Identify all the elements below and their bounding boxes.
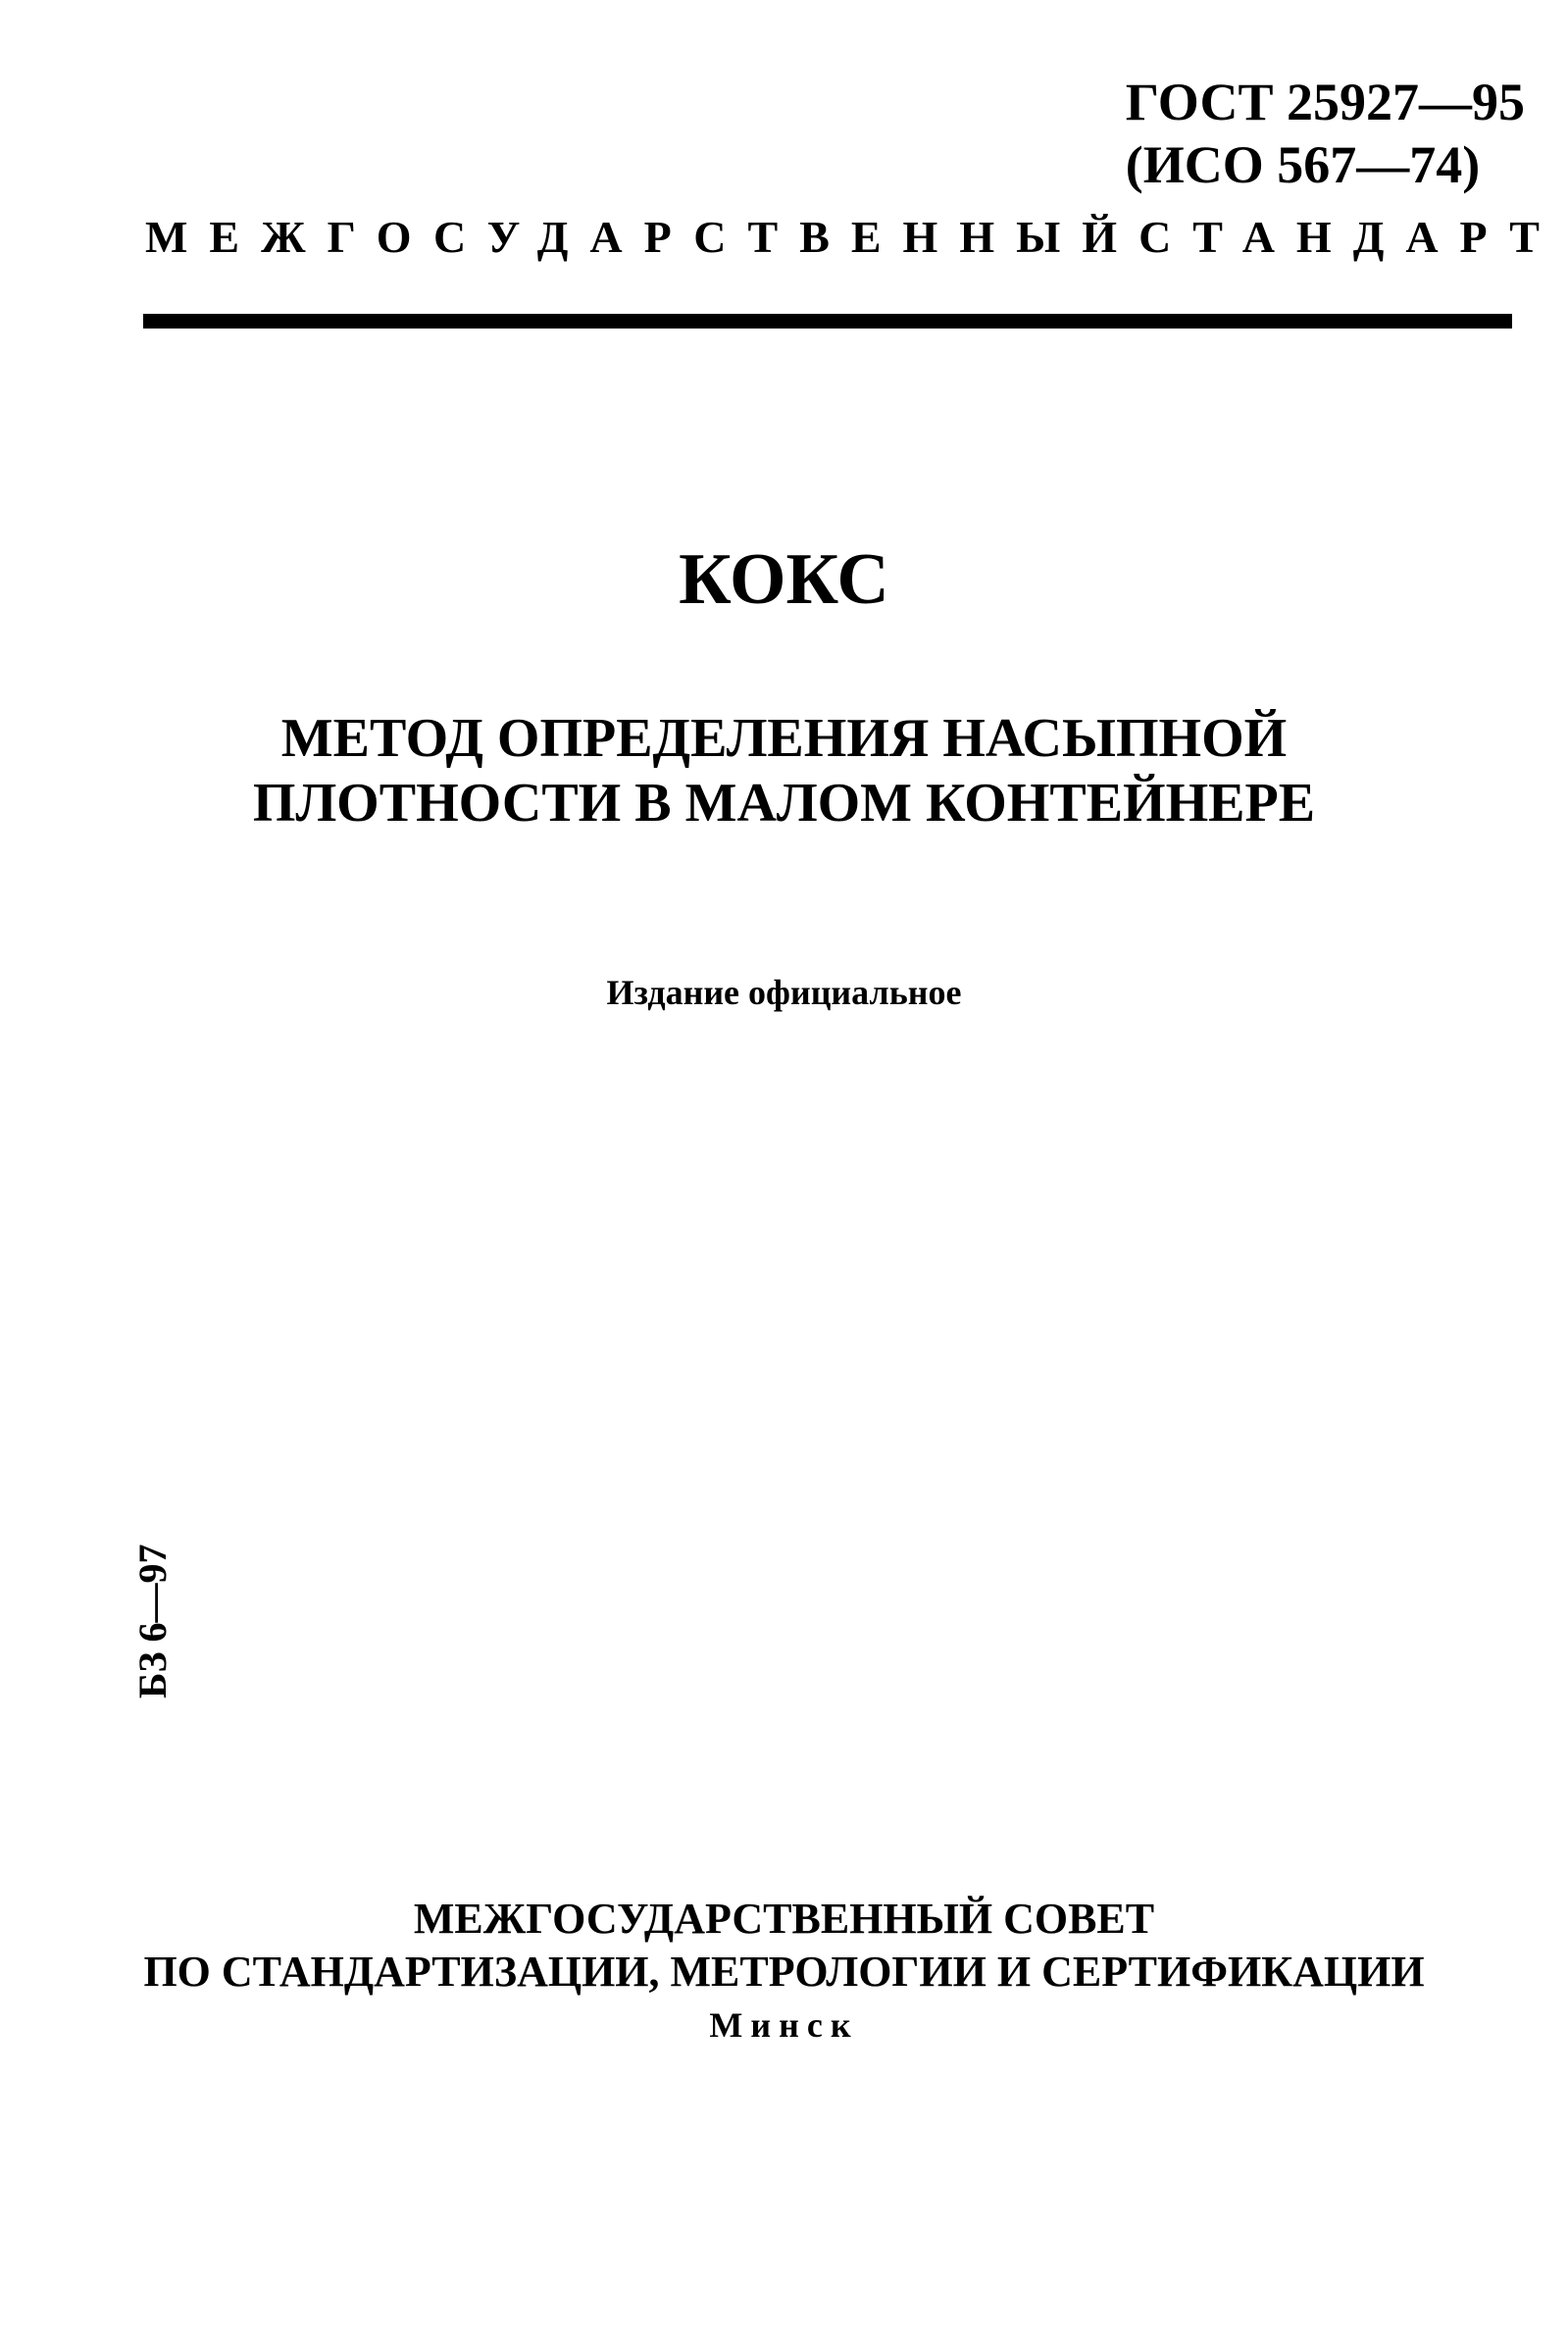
standard-designation [1126,71,1525,196]
subtitle-line-2: ПЛОТНОСТИ В МАЛОМ КОНТЕЙНЕРЕ [252,773,1316,834]
standard-number: ГОСТ 25927—95 [1125,73,1525,131]
side-catalog-code: БЗ 6—97 [130,1544,175,1698]
iso-reference: (ИСО 567—74) [1125,135,1481,194]
edition-label: Издание официальное [606,973,962,1012]
publisher-block [0,1893,1568,2051]
standard-type-word-standard: СТАНДАРТ [1138,212,1561,262]
publisher-city: Минск [709,2005,859,2045]
document-subtitle [0,706,1568,836]
publisher-line-2: ПО СТАНДАРТИЗАЦИИ, МЕТРОЛОГИИ И СЕРТИФИКАЦИИ [143,1948,1425,1996]
subtitle-line-1: МЕТОД ОПРЕДЕЛЕНИЯ НАСЫПНОЙ [280,708,1288,769]
standard-type-word-interstate: МЕЖГОСУДАРСТВЕННЫЙ [145,212,1139,262]
heading-divider [143,314,1512,329]
standard-type-heading [145,210,1561,265]
publisher-line-1: МЕЖГОСУДАРСТВЕННЫЙ СОВЕТ [413,1895,1155,1943]
document-title: КОКС [679,539,889,620]
